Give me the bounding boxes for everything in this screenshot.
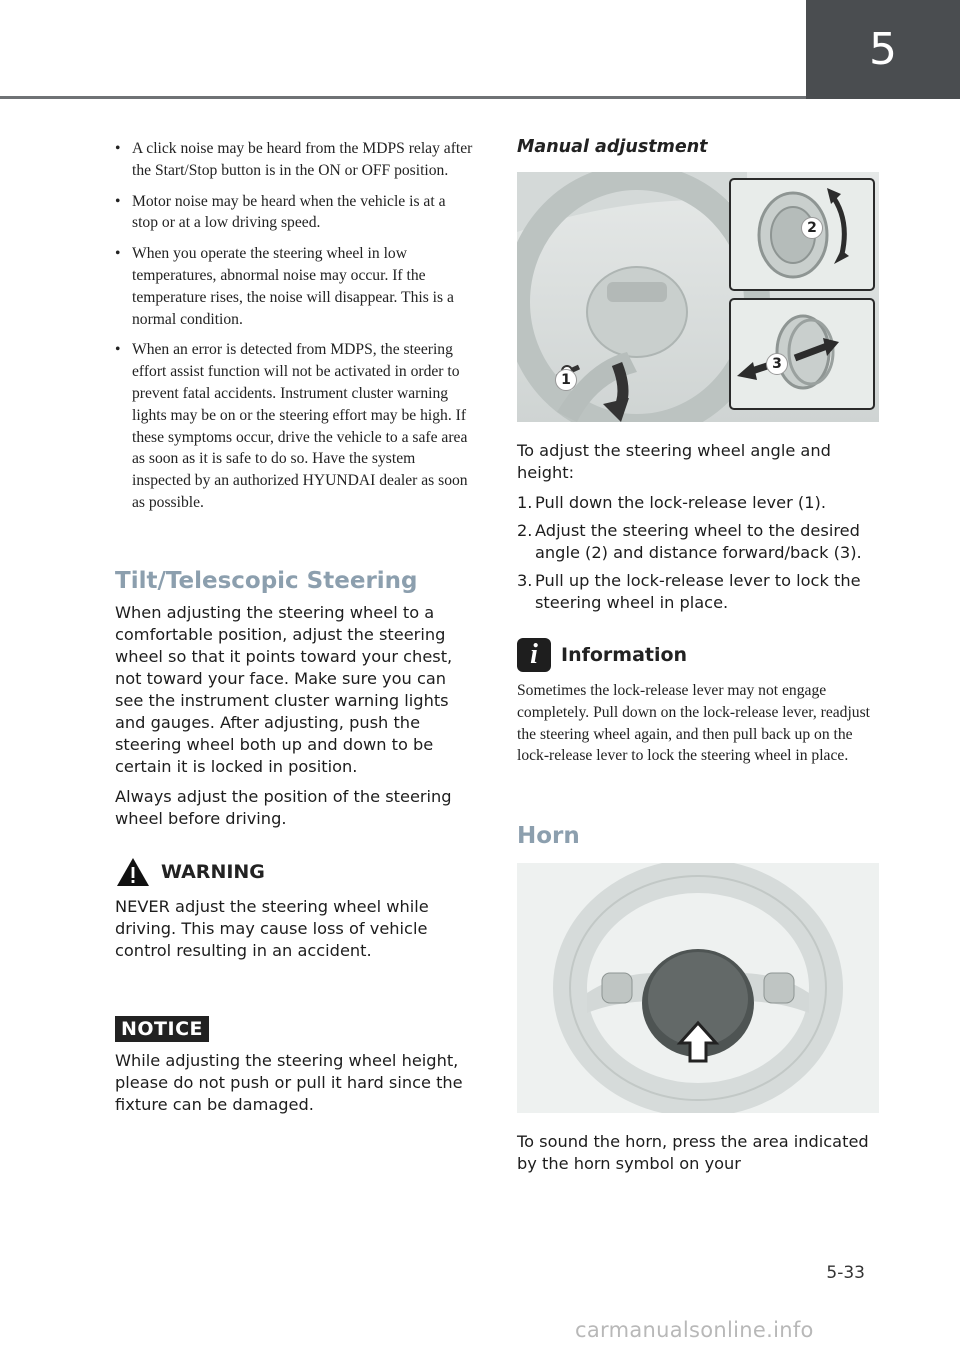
list-item — [517, 492, 879, 514]
notice-badge: NOTICE — [115, 1016, 209, 1042]
manual-adjustment-title: Manual adjustment — [517, 137, 708, 157]
tilt-inset-illustration — [731, 180, 873, 289]
tilt-paragraph-1: When adjusting the steering wheel to a comfortable position, adjust the steering wheel so that it points toward your chest, not toward your face. Make sure you can see the instrument cluster warning lights and gauges. After adjusting, push the steering wheel both up and down to be certain it is locked in position. — [115, 602, 453, 776]
list-item: • Motor noise may be heard when the vehicle is at a stop or at a low driving speed. — [115, 191, 475, 235]
tilt-inset — [729, 178, 875, 291]
horn-steering-wheel-illustration — [517, 863, 879, 1113]
callout-1: 1 — [555, 369, 577, 391]
tilt-telescopic-title: Tilt/Telescopic Steering — [115, 567, 418, 594]
chapter-number: 5 — [869, 24, 897, 75]
right-column — [517, 135, 879, 1183]
header-rule — [0, 96, 806, 99]
step-text: Pull up the lock-release lever to lock the steering wheel in place. — [535, 571, 861, 612]
step-number: 2. — [517, 521, 533, 540]
watermark: carmanualsonline.info — [575, 1318, 814, 1342]
warning-text: NEVER adjust the steering wheel while driving. This may cause loss of vehicle control resulting in an accident. — [115, 896, 429, 960]
callout-2: 2 — [801, 217, 823, 239]
tilt-paragraph-2: Always adjust the position of the steering wheel before driving. — [115, 786, 452, 828]
information-title: Information — [561, 644, 688, 666]
list-item: • When you operate the steering wheel in low temperatures, abnormal noise may occur. If the temperature rises, the noise will disappear. This is a normal condition. — [115, 243, 475, 330]
telescopic-inset-illustration — [731, 300, 873, 408]
list-item: • A click noise may be heard from the MDPS relay after the Start/Stop button is in the ON or OFF position. — [115, 138, 475, 182]
horn-title: Horn — [517, 823, 580, 850]
adjust-intro: To adjust the steering wheel angle and height: — [517, 441, 831, 482]
steering-adjustment-figure — [517, 172, 879, 422]
warning-title: WARNING — [161, 860, 265, 883]
telescopic-inset — [729, 298, 875, 410]
mdps-notes-list — [115, 138, 475, 514]
left-column — [115, 138, 475, 1124]
adjust-steps-list — [517, 492, 879, 614]
chapter-tab — [806, 0, 960, 99]
page-number: 5-33 — [826, 1263, 865, 1283]
horn-figure — [517, 863, 879, 1113]
step-number: 1. — [517, 493, 533, 512]
notice-block — [115, 1016, 475, 1116]
list-item — [517, 520, 879, 564]
list-item: • When an error is detected from MDPS, the steering effort assist function will not be activated in order to prevent fatal accidents. Instrument cluster warning lights may be on or the steering effort may be high. If these symptoms occur, drive the vehicle to a safe area as soon as it is safe to do so. Have the system inspected by an authorized HYUNDAI dealer as soon as possible. — [115, 339, 475, 513]
notice-text: While adjusting the steering wheel height, please do not push or pull it hard since the fixture can be damaged. — [115, 1050, 463, 1114]
step-text: Adjust the steering wheel to the desired angle (2) and distance forward/back (3). — [535, 521, 862, 562]
information-header — [517, 638, 879, 672]
list-item — [517, 570, 879, 614]
info-icon: i — [517, 638, 551, 672]
step-text: Pull down the lock-release lever (1). — [535, 493, 826, 512]
warning-header — [115, 856, 475, 888]
callout-3: 3 — [766, 353, 788, 375]
horn-text: To sound the horn, press the area indicated by the horn symbol on your — [517, 1132, 869, 1174]
information-text: Sometimes the lock-release lever may not engage completely. Pull down on the lock-release lever, readjust the steering wheel again, and then pull back up on the lock-release lever to lock the steering wheel in place. — [517, 682, 871, 765]
step-number: 3. — [517, 571, 533, 590]
warning-triangle-icon — [115, 856, 151, 888]
